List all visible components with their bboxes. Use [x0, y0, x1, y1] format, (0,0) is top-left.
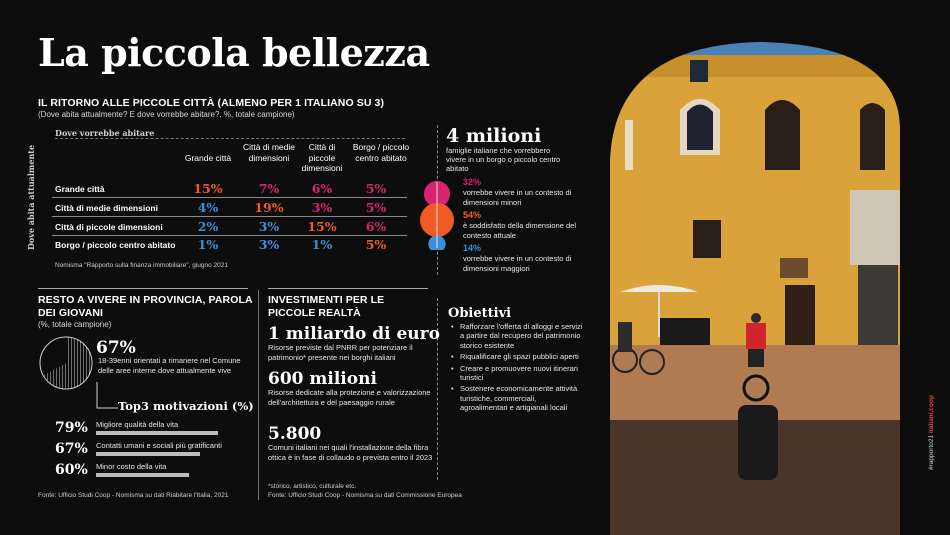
table-cell: 7%	[258, 181, 280, 196]
motivation-label: Contatti umani e sociali più gratificanti	[96, 441, 222, 450]
motivation-value: 60%	[55, 462, 88, 478]
row-label: Grande città	[55, 184, 105, 194]
row-label: Città di medie dimensioni	[55, 203, 158, 213]
column-axis-label: Dove vorrebbe abitare	[55, 128, 155, 138]
credit-brand: italiani.coop	[928, 395, 935, 434]
objective-item: • Sostenere economicamente attività turistiche, commerciali, agroalimentari e artigianali locali	[450, 384, 585, 412]
column-header: Città di piccole dimensioni	[301, 142, 343, 173]
investment-value: 600 milioni	[268, 369, 377, 389]
table-cell: 3%	[258, 219, 280, 234]
province-text: 18-39enni orientati a rimanere nel Comune delle aree interne dove attualmente vive	[98, 356, 241, 375]
families-description: famiglie italiane che vorrebbero vivere in un borgo o piccolo centro abitato	[446, 146, 561, 173]
survey-title: IL RITORNO ALLE PICCOLE CITTÀ (ALMENO PER 1 ITALIANO SU 3)	[38, 97, 385, 109]
investments-source: Fonte: Ufficio Studi Coop - Nomisma su dati Commissione Europea	[268, 492, 462, 499]
credit	[928, 395, 935, 470]
families-pct: 14%	[463, 243, 482, 253]
table-cell: 5%	[365, 181, 387, 196]
province-title: RESTO A VIVERE IN PROVINCIA, PAROLA DEI GIOVANI	[38, 294, 253, 319]
table-cell: 19%	[254, 200, 284, 215]
column-axis-divider	[55, 138, 405, 139]
investment-value: 1 miliardo di euro	[268, 324, 440, 344]
survey-subtitle: (Dove abita attualmente? E dove vorrebbe abitare?, %, totale campione)	[38, 110, 295, 119]
connector-line	[96, 382, 120, 412]
province-source: Fonte: Ufficio Studi Coop - Nomisma su dati Riabitare l'Italia, 2021	[38, 492, 229, 499]
motivation-label: Minor costo della vita	[96, 462, 167, 471]
families-pct: 54%	[463, 210, 482, 220]
row-axis-label: Dove abita attualmente	[26, 144, 36, 250]
table-cell: 1%	[311, 237, 333, 252]
motivation-bar	[96, 431, 218, 435]
investment-text: Risorse previste dal PNRR per potenziare il patrimonio* presente nei borghi italiani	[268, 343, 413, 362]
table-cell: 5%	[365, 237, 387, 252]
row-divider	[52, 197, 407, 198]
families-text: vorrebbe vivere in un contesto di dimensioni maggiori	[463, 254, 572, 273]
objective-item: • Rafforzare l'offerta di alloggi e servizi a partire dal recupero del patrimonio storico esistente	[450, 322, 585, 350]
investments-footnote: *storico, artistico, culturale etc.	[268, 483, 357, 490]
motivation-bar	[96, 473, 189, 477]
province-pie	[38, 335, 94, 391]
table-cell: 5%	[365, 200, 387, 215]
province-pct: 67%	[96, 338, 136, 358]
objective-item: • Creare e promuovere nuovi itinerari turistici	[450, 364, 585, 383]
investments-title: INVESTIMENTI PER LE PICCOLE REALTÀ	[268, 294, 385, 319]
credit-hashtag: #rapporto21	[928, 434, 935, 470]
table-cell: 4%	[197, 200, 219, 215]
families-text: vorrebbe vivere in un contesto di dimensioni minori	[463, 188, 572, 207]
table-cell: 3%	[258, 237, 280, 252]
table-cell: 6%	[311, 181, 333, 196]
families-text: è soddisfatto della dimensione del contesto attuale	[463, 221, 576, 240]
row-label: Borgo / piccolo centro abitato	[55, 240, 176, 250]
section-divider	[268, 288, 428, 289]
table-cell: 1%	[197, 237, 219, 252]
row-label: Città di piccole dimensioni	[55, 222, 163, 232]
families-bubbles	[415, 180, 465, 250]
province-subtitle: (%, totale campione)	[38, 320, 112, 329]
motivation-value: 67%	[55, 441, 88, 457]
investment-value: 5.800	[268, 424, 322, 444]
top3-title: Top3 motivazioni (%)	[118, 399, 254, 413]
families-number: 4 milioni	[446, 125, 542, 147]
column-divider	[258, 290, 259, 500]
column-header: Città di medie dimensioni	[243, 142, 295, 163]
objectives-title: Obiettivi	[448, 306, 512, 321]
survey-source: Nomisma "Rapporto sulla finanza immobiliare", giugno 2021	[55, 262, 228, 269]
motivation-bar	[96, 452, 200, 456]
column-header: Borgo / piccolo centro abitato	[352, 142, 410, 163]
motivation-value: 79%	[55, 420, 88, 436]
investment-text: Comuni italiani nei quali l'installazione della fibra ottica è in fase di collaudo o prevista entro il 2023	[268, 443, 433, 462]
objectives-list	[450, 322, 585, 415]
street-photo	[560, 0, 950, 535]
row-divider	[52, 235, 407, 236]
page-title: La piccola bellezza	[38, 30, 430, 75]
table-cell: 3%	[311, 200, 333, 215]
section-divider	[38, 288, 248, 289]
motivation-label: Migliore qualità della vita	[96, 420, 179, 429]
arch-street-illustration	[560, 0, 950, 535]
table-cell: 2%	[197, 219, 219, 234]
objective-item: • Riqualificare gli spazi pubblici aperti	[450, 352, 585, 361]
table-cell: 15%	[193, 181, 223, 196]
table-cell: 6%	[365, 219, 387, 234]
table-cell: 15%	[307, 219, 337, 234]
investment-text: Risorse dedicate alla protezione e valorizzazione dell'architettura e del paesaggio rurale	[268, 388, 431, 407]
column-header: Grande città	[184, 153, 232, 163]
families-pct: 32%	[463, 177, 482, 187]
row-divider	[52, 216, 407, 217]
